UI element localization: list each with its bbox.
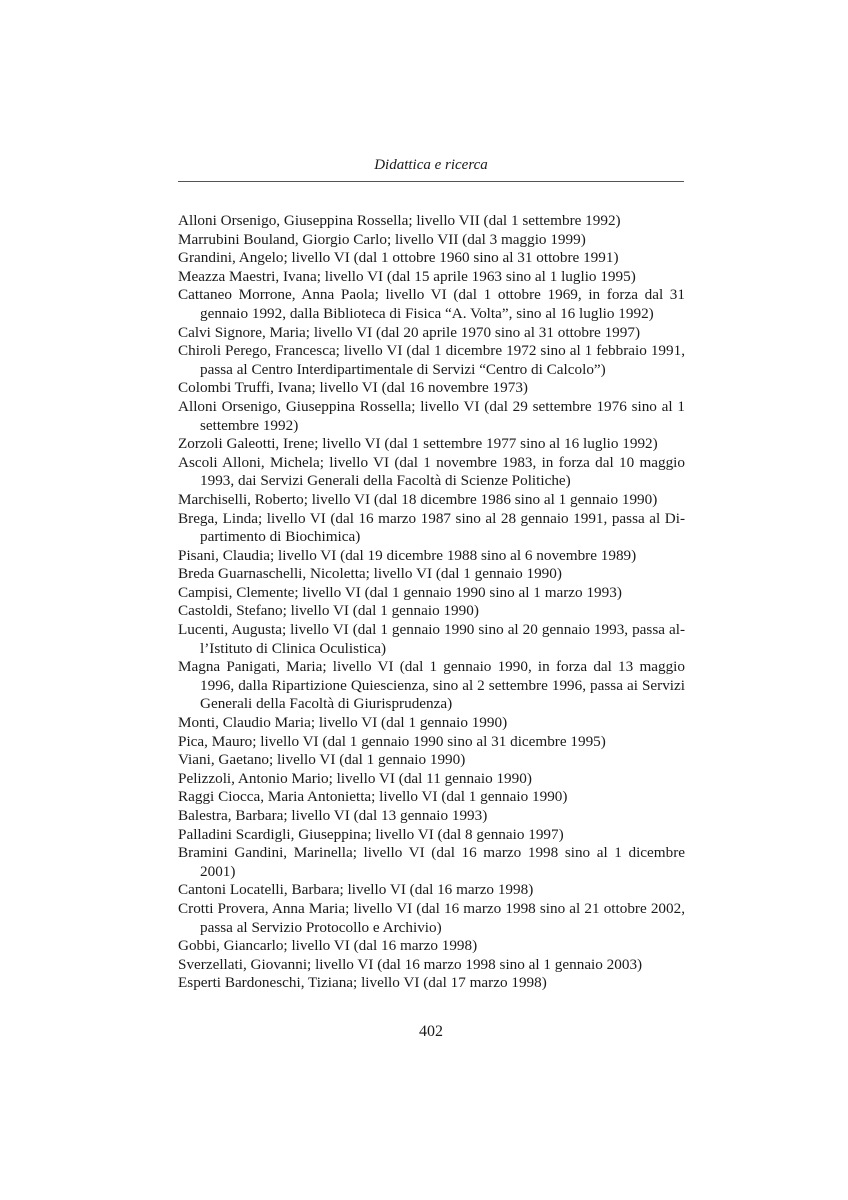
page-number: 402 — [419, 1023, 443, 1040]
list-item: Alloni Orsenigo, Giuseppina Rossella; livello VII (dal 1 settembre 1992) — [178, 212, 621, 229]
list-item: Cattaneo Morrone, Anna Paola; livello VI (dal 1 ottobre 1969, in forza dal 31 gennaio 1992, dalla Biblioteca di Fisica “A. Volta”, sino al 16 luglio 1992) — [178, 286, 685, 322]
list-item: Brega, Linda; livello VI (dal 16 marzo 1987 sino al 28 gennaio 1991, passa al Dipartimento di Biochimica) — [178, 509, 685, 546]
list-item: Alloni Orsenigo, Giuseppina Rossella; livello VI (dal 29 settembre 1976 sino al 1 settembre 1992) — [178, 397, 685, 434]
list-item: Raggi Ciocca, Maria Antonietta; livello VI (dal 1 gennaio 1990) — [178, 788, 568, 806]
list-item: Meazza Maestri, Ivana; livello VI (dal 15 aprile 1963 sino al 1 luglio 1995) — [178, 267, 636, 285]
list-item: Cantoni Locatelli, Barbara; livello VI (dal 16 marzo 1998) — [178, 881, 534, 899]
list-item: Gobbi, Giancarlo; livello VI (dal 16 marzo 1998) — [178, 937, 478, 955]
list-item: Marchiselli, Roberto; livello VI (dal 18 dicembre 1986 sino al 1 gennaio 1990) — [178, 490, 658, 508]
list-item: Bramini Gandini, Marinella; livello VI (dal 16 marzo 1998 sino al 1 dicembre 2001) — [178, 844, 685, 880]
list-item: Pelizzoli, Antonio Mario; livello VI (dal 11 gennaio 1990) — [178, 769, 532, 787]
list-item: Esperti Bardoneschi, Tiziana; livello VI (dal 17 marzo 1998) — [178, 974, 547, 992]
list-item: Calvi Signore, Maria; livello VI (dal 20 aprile 1970 sino al 31 ottobre 1997) — [178, 323, 641, 341]
list-item: Zorzoli Galeotti, Irene; livello VI (dal 1 settembre 1977 sino al 16 luglio 1992) — [178, 435, 658, 453]
staff-list — [178, 212, 685, 993]
list-item: Magna Panigati, Maria; livello VI (dal 1 gennaio 1990, in forza dal 13 maggio 1996, dalla Ripartizione Quiescienza, sino al 2 settembre 1996, passa ai Servizi Generali della Facoltà di Giurisprudenza) — [178, 658, 685, 713]
running-head: Didattica e ricerca — [374, 157, 488, 173]
list-item: Palladini Scardigli, Giuseppina; livello VI (dal 8 gennaio 1997) — [178, 825, 564, 843]
list-item: Campisi, Clemente; livello VI (dal 1 gennaio 1990 sino al 1 marzo 1993) — [178, 583, 622, 601]
list-item: Grandini, Angelo; livello VI (dal 1 ottobre 1960 sino al 31 ottobre 1991) — [178, 249, 619, 267]
list-item: Balestra, Barbara; livello VI (dal 13 gennaio 1993) — [178, 807, 488, 824]
list-item: Castoldi, Stefano; livello VI (dal 1 gennaio 1990) — [178, 602, 479, 620]
header-rule — [178, 181, 684, 182]
list-item: Colombi Truffi, Ivana; livello VI (dal 16 novembre 1973) — [178, 379, 528, 397]
list-item: Breda Guarnaschelli, Nicoletta; livello VI (dal 1 gennaio 1990) — [178, 565, 562, 583]
list-item: Viani, Gaetano; livello VI (dal 1 gennaio 1990) — [178, 751, 466, 769]
list-item: Sverzellati, Giovanni; livello VI (dal 16 marzo 1998 sino al 1 gennaio 2003) — [178, 955, 643, 973]
list-item: Monti, Claudio Maria; livello VI (dal 1 gennaio 1990) — [178, 714, 508, 732]
list-item: Ascoli Alloni, Michela; livello VI (dal 1 novembre 1983, in forza dal 10 maggio 1993, dai Servizi Generali della Facoltà di Scienze Politiche) — [178, 453, 685, 490]
list-item: Pisani, Claudia; livello VI (dal 19 dicembre 1988 sino al 6 novembre 1989) — [178, 546, 637, 564]
list-item: Crotti Provera, Anna Maria; livello VI (dal 16 marzo 1998 sino al 21 ottobre 2002, passa al Servizio Protocollo e Archivio) — [178, 899, 685, 936]
list-item: Pica, Mauro; livello VI (dal 1 gennaio 1990 sino al 31 dicembre 1995) — [178, 732, 606, 750]
list-item: Chiroli Perego, Francesca; livello VI (dal 1 dicembre 1972 sino al 1 febbraio 1991, passa al Centro Interdipartimentale di Servizi “Centro di Calcolo”) — [178, 342, 685, 378]
list-item: Marrubini Bouland, Giorgio Carlo; livello VII (dal 3 maggio 1999) — [178, 230, 586, 248]
list-item: Lucenti, Augusta; livello VI (dal 1 gennaio 1990 sino al 20 gennaio 1993, passa all’Istituto di Clinica Oculistica) — [178, 621, 685, 657]
